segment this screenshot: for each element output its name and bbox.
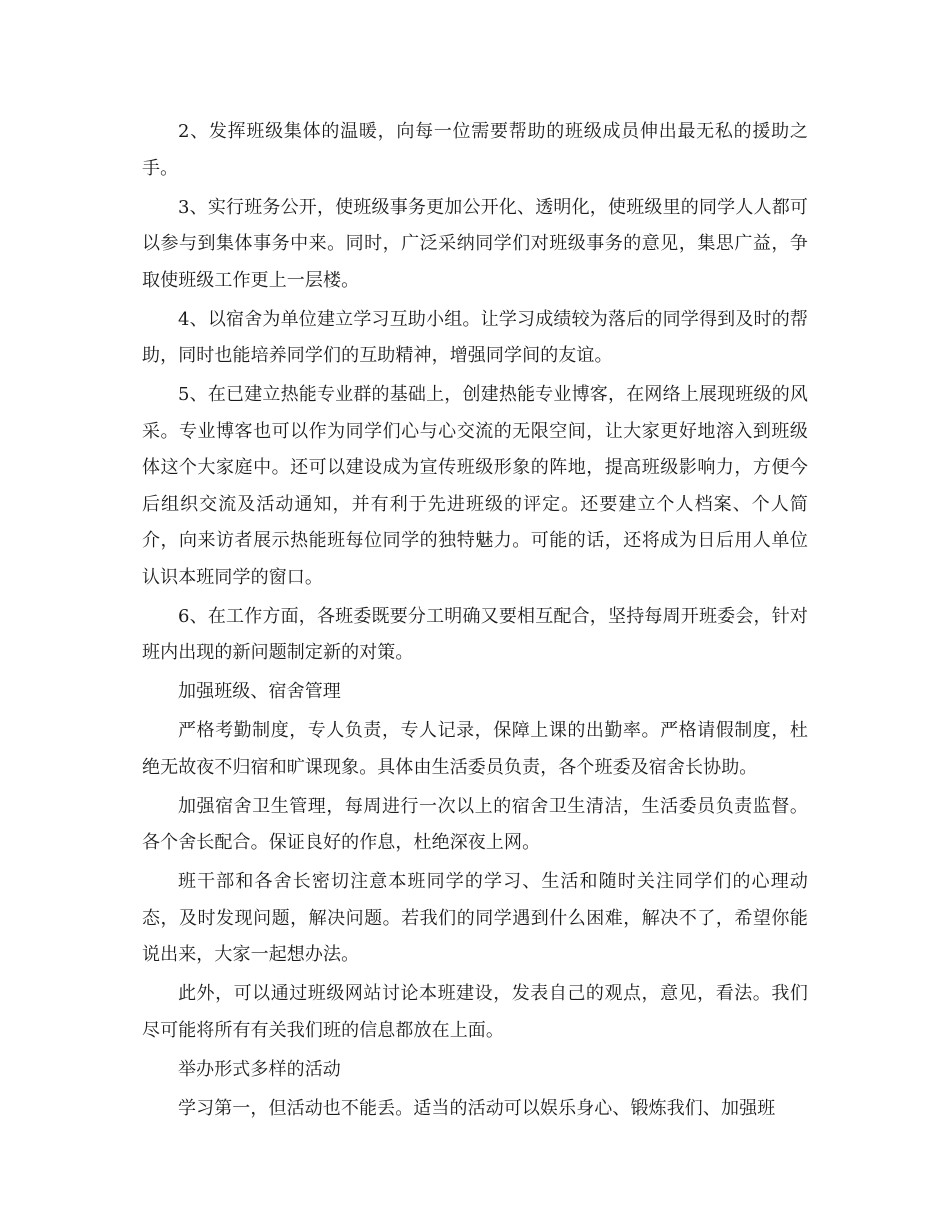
paragraph-attendance: 严格考勤制度，专人负责，专人记录，保障上课的出勤率。严格请假制度，杜绝无故夜不归宿和旷课现象。具体由生活委员负责，各个班委及宿舍长协助。	[142, 720, 808, 778]
section-heading-activities: 举办形式多样的活动	[178, 1058, 341, 1080]
paragraph-activities: 学习第一，但活动也不能丢。适当的活动可以娱乐身心、锻炼我们、加强班	[178, 1097, 776, 1119]
document-body	[142, 114, 808, 1130]
paragraph-item-3: 3、实行班务公开，使班级事务更加公开化、透明化，使班级里的同学人人都可以参与到集体事务中来。同时，广泛采纳同学们对班级事务的意见，集思广益，争取使班级工作更上一层楼。	[142, 196, 808, 291]
paragraph-care: 班干部和各舍长密切注意本班同学的学习、生活和随时关注同学们的心理动态，及时发现问题，解决问题。若我们的同学遇到什么困难，解决不了，希望你能说出来，大家一起想办法。	[142, 871, 808, 965]
paragraph-dorm-hygiene: 加强宿舍卫生管理，每周进行一次以上的宿舍卫生清洁，生活委员负责监督。各个舍长配合。保证良好的作息，杜绝深夜上网。	[142, 795, 808, 853]
paragraph-item-6: 6、在工作方面，各班委既要分工明确又要相互配合，坚持每周开班委会，针对班内出现的新问题制定新的对策。	[142, 605, 808, 663]
paragraph-item-4: 4、以宿舍为单位建立学习互助小组。让学习成绩较为落后的同学得到及时的帮助，同时也能培养同学们的互助精神，增强同学间的友谊。	[142, 308, 808, 366]
paragraph-item-2: 2、发挥班级集体的温暖，向每一位需要帮助的班级成员伸出最无私的援助之手。	[142, 121, 808, 179]
section-heading-management: 加强班级、宿舍管理	[178, 681, 341, 702]
paragraph-website: 此外，可以通过班级网站讨论本班建设，发表自己的观点，意见，看法。我们尽可能将所有有关我们班的信息都放在上面。	[142, 983, 808, 1041]
paragraph-item-5: 5、在已建立热能专业群的基础上，创建热能专业博客，在网络上展现班级的风采。专业博客也可以作为同学们心与心交流的无限空间，让大家更好地溶入到班级体这个大家庭中。还可以建设成为宣传班级形象的阵地，提高班级影响力，方便今后组织交流及活动通知，并有利于先进班级的评定。还要建立个人档案、个人简介，向来访者展示热能班每位同学的独特魅力。可能的话，还将成为日后用人单位认识本班同学的窗口。	[142, 384, 808, 588]
